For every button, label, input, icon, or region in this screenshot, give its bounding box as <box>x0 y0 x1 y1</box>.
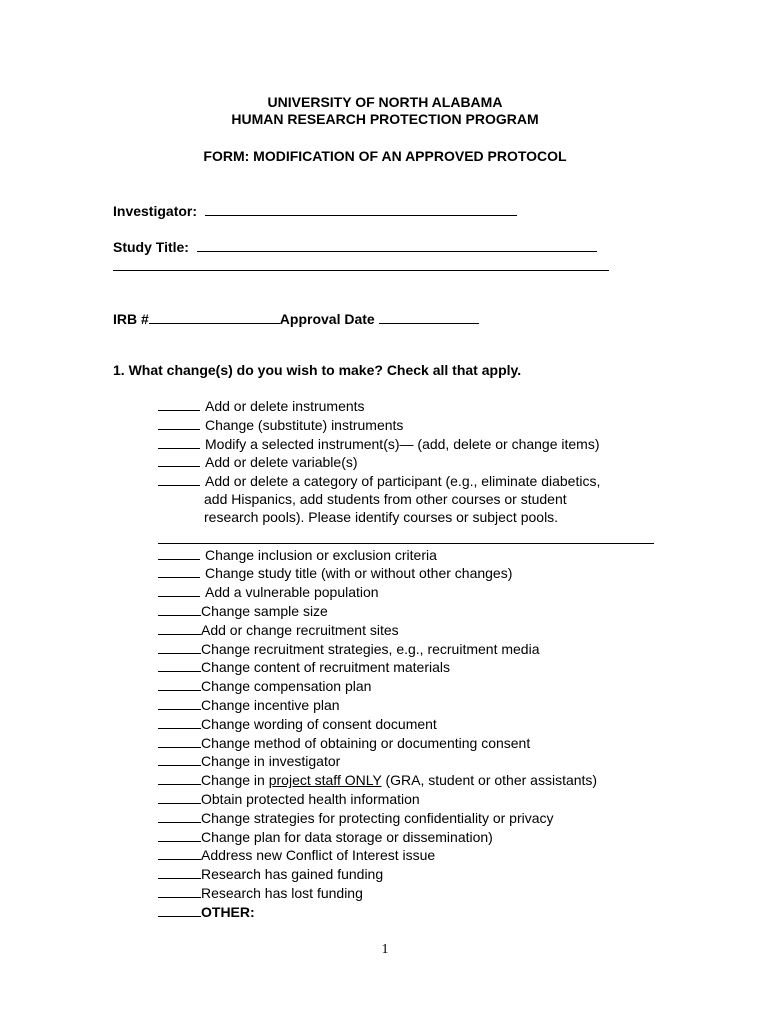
list-item-label: Change method of obtaining or documenting consent <box>201 734 531 751</box>
list-item-label: Change compensation plan <box>201 678 372 695</box>
list-item-label: Change study title (with or without other changes) <box>205 565 513 582</box>
list-item-label: Change content of recruitment materials <box>201 659 451 676</box>
check-blank[interactable] <box>158 790 201 804</box>
approval-date-label: Approval Date <box>279 311 375 327</box>
list-item <box>158 397 678 416</box>
list-item <box>158 771 678 790</box>
list-item <box>158 658 678 677</box>
check-blank[interactable] <box>158 640 201 654</box>
list-item-label: Change recruitment strategies, e.g., recruitment media <box>201 640 540 657</box>
check-blank[interactable] <box>158 583 200 597</box>
check-blank[interactable] <box>158 677 201 691</box>
list-item <box>158 903 678 922</box>
check-blank[interactable] <box>158 903 201 917</box>
check-blank[interactable] <box>158 472 200 486</box>
list-item <box>158 453 678 472</box>
check-blank[interactable] <box>158 416 200 430</box>
irb-approval-field <box>113 309 479 328</box>
university-name: UNIVERSITY OF NORTH ALABAMA <box>267 94 503 110</box>
list-item-label: Research has gained funding <box>201 866 384 883</box>
form-title: FORM: MODIFICATION OF AN APPROVED PROTOCOL <box>203 148 567 164</box>
list-item-label: Change (substitute) instruments <box>205 416 404 433</box>
list-item-label: Change sample size <box>201 602 328 619</box>
check-blank[interactable] <box>158 602 201 616</box>
study-title-field <box>113 237 597 256</box>
study-title-blank[interactable] <box>197 237 597 252</box>
check-blank[interactable] <box>158 809 201 823</box>
list-item-label: Add or delete variable(s) <box>205 454 358 471</box>
investigator-field <box>113 201 517 220</box>
list-item-label: Change inclusion or exclusion criteria <box>205 546 437 563</box>
list-item <box>158 621 678 640</box>
list-item-label: Change plan for data storage or dissemination) <box>201 828 493 845</box>
list-item <box>158 828 678 847</box>
check-blank[interactable] <box>158 884 201 898</box>
list-item-label: Address new Conflict of Interest issue <box>201 847 436 864</box>
check-blank[interactable] <box>158 546 200 560</box>
list-item <box>158 790 678 809</box>
change-checklist <box>158 397 678 922</box>
list-item <box>158 546 678 565</box>
check-blank[interactable] <box>158 752 201 766</box>
irb-number-blank[interactable] <box>149 309 280 324</box>
list-item-label: Modify a selected instrument(s)— (add, delete or change items) <box>205 435 600 452</box>
approval-date-blank[interactable] <box>379 309 479 324</box>
list-item <box>158 715 678 734</box>
other-label: OTHER: <box>201 903 255 920</box>
list-item-label: Change in investigator <box>201 753 341 770</box>
list-item <box>158 677 678 696</box>
check-blank[interactable] <box>158 865 201 879</box>
page-number: 1 <box>381 942 389 957</box>
list-item <box>158 752 678 771</box>
list-item-label: Add or change recruitment sites <box>201 621 399 638</box>
check-blank[interactable] <box>158 734 201 748</box>
list-item <box>158 472 678 491</box>
list-item <box>158 865 678 884</box>
check-blank[interactable] <box>158 771 201 785</box>
check-blank[interactable] <box>158 846 201 860</box>
check-blank[interactable] <box>158 435 200 449</box>
list-item-label: Change wording of consent document <box>201 715 437 732</box>
check-blank[interactable] <box>158 397 200 411</box>
check-blank[interactable] <box>158 564 200 578</box>
list-item-continuation: add Hispanics, add students from other courses or student <box>204 490 567 507</box>
program-name: HUMAN RESEARCH PROTECTION PROGRAM <box>231 111 539 127</box>
list-item <box>158 809 678 828</box>
list-item-label: Change strategies for protecting confidentiality or privacy <box>201 809 554 826</box>
list-item-label: Add or delete a category of participant (e.g., eliminate diabetics, <box>205 473 601 490</box>
list-item-label: Add a vulnerable population <box>205 584 379 601</box>
question-1: 1. What change(s) do you wish to make? Check all that apply. <box>113 362 522 378</box>
study-title-label: Study Title: <box>113 239 189 255</box>
list-item <box>158 696 678 715</box>
check-blank[interactable] <box>158 715 201 729</box>
list-item-label: Change in <box>201 772 269 789</box>
list-item-continuation: research pools). Please identify courses or subject pools. <box>204 508 559 525</box>
check-blank[interactable] <box>158 453 200 467</box>
list-item <box>158 846 678 865</box>
study-title-blank-line-2[interactable] <box>113 270 609 271</box>
subject-pools-blank[interactable] <box>158 527 654 544</box>
list-item <box>158 564 678 583</box>
check-blank[interactable] <box>158 828 201 842</box>
list-item-label: Change incentive plan <box>201 696 340 713</box>
investigator-label: Investigator: <box>113 203 198 219</box>
list-item <box>158 416 678 435</box>
list-item-label: Research has lost funding <box>201 884 363 901</box>
check-blank[interactable] <box>158 696 201 710</box>
list-item <box>158 734 678 753</box>
irb-label: IRB # <box>113 311 149 327</box>
list-item <box>158 884 678 903</box>
list-item <box>158 640 678 659</box>
check-blank[interactable] <box>158 658 201 672</box>
list-item-label: (GRA, student or other assistants) <box>381 772 598 789</box>
investigator-blank[interactable] <box>205 201 517 216</box>
check-blank[interactable] <box>158 621 201 635</box>
list-item-label: Obtain protected health information <box>201 790 420 807</box>
list-item <box>158 435 678 454</box>
list-item-label: Add or delete instruments <box>205 398 365 414</box>
list-item-label-underlined: project staff ONLY <box>268 772 382 789</box>
list-item <box>158 583 678 602</box>
list-item <box>158 602 678 621</box>
